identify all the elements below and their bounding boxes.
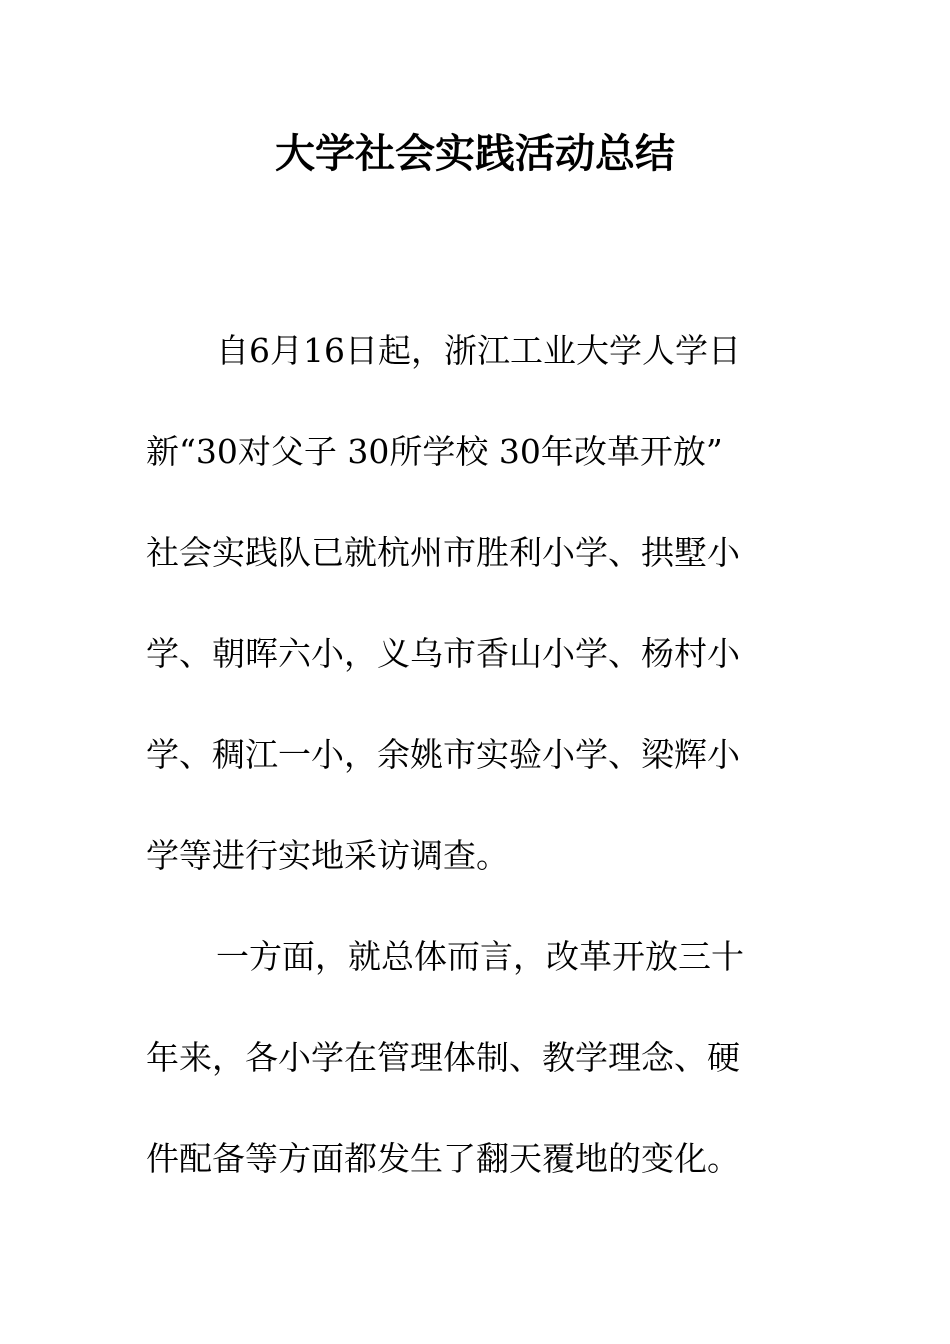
paragraph-line: 件配备等方面都发生了翻天覆地的变化。	[146, 1139, 740, 1178]
document-title: 大学社会实践活动总结	[275, 130, 675, 177]
document-body	[146, 300, 786, 1209]
paragraph-line: 自6月16日起，浙江工业大学人学日	[216, 331, 741, 370]
paragraph-line: 学、稠江一小，余姚市实验小学、梁辉小	[146, 735, 740, 774]
paragraph-line: 一方面，就总体而言，改革开放三十	[216, 937, 744, 976]
paragraph-line: 社会实践队已就杭州市胜利小学、拱墅小	[146, 533, 740, 572]
paragraph-1	[146, 300, 786, 906]
paragraph-2	[146, 906, 786, 1209]
paragraph-line: 学等进行实地采访调查。	[146, 836, 509, 875]
paragraph-line: 年来，各小学在管理体制、教学理念、硬	[146, 1038, 740, 1077]
paragraph-line: 学、朝晖六小，义乌市香山小学、杨村小	[146, 634, 740, 673]
paragraph-line: 新“30对父子 30所学校 30年改革开放”	[146, 432, 723, 471]
